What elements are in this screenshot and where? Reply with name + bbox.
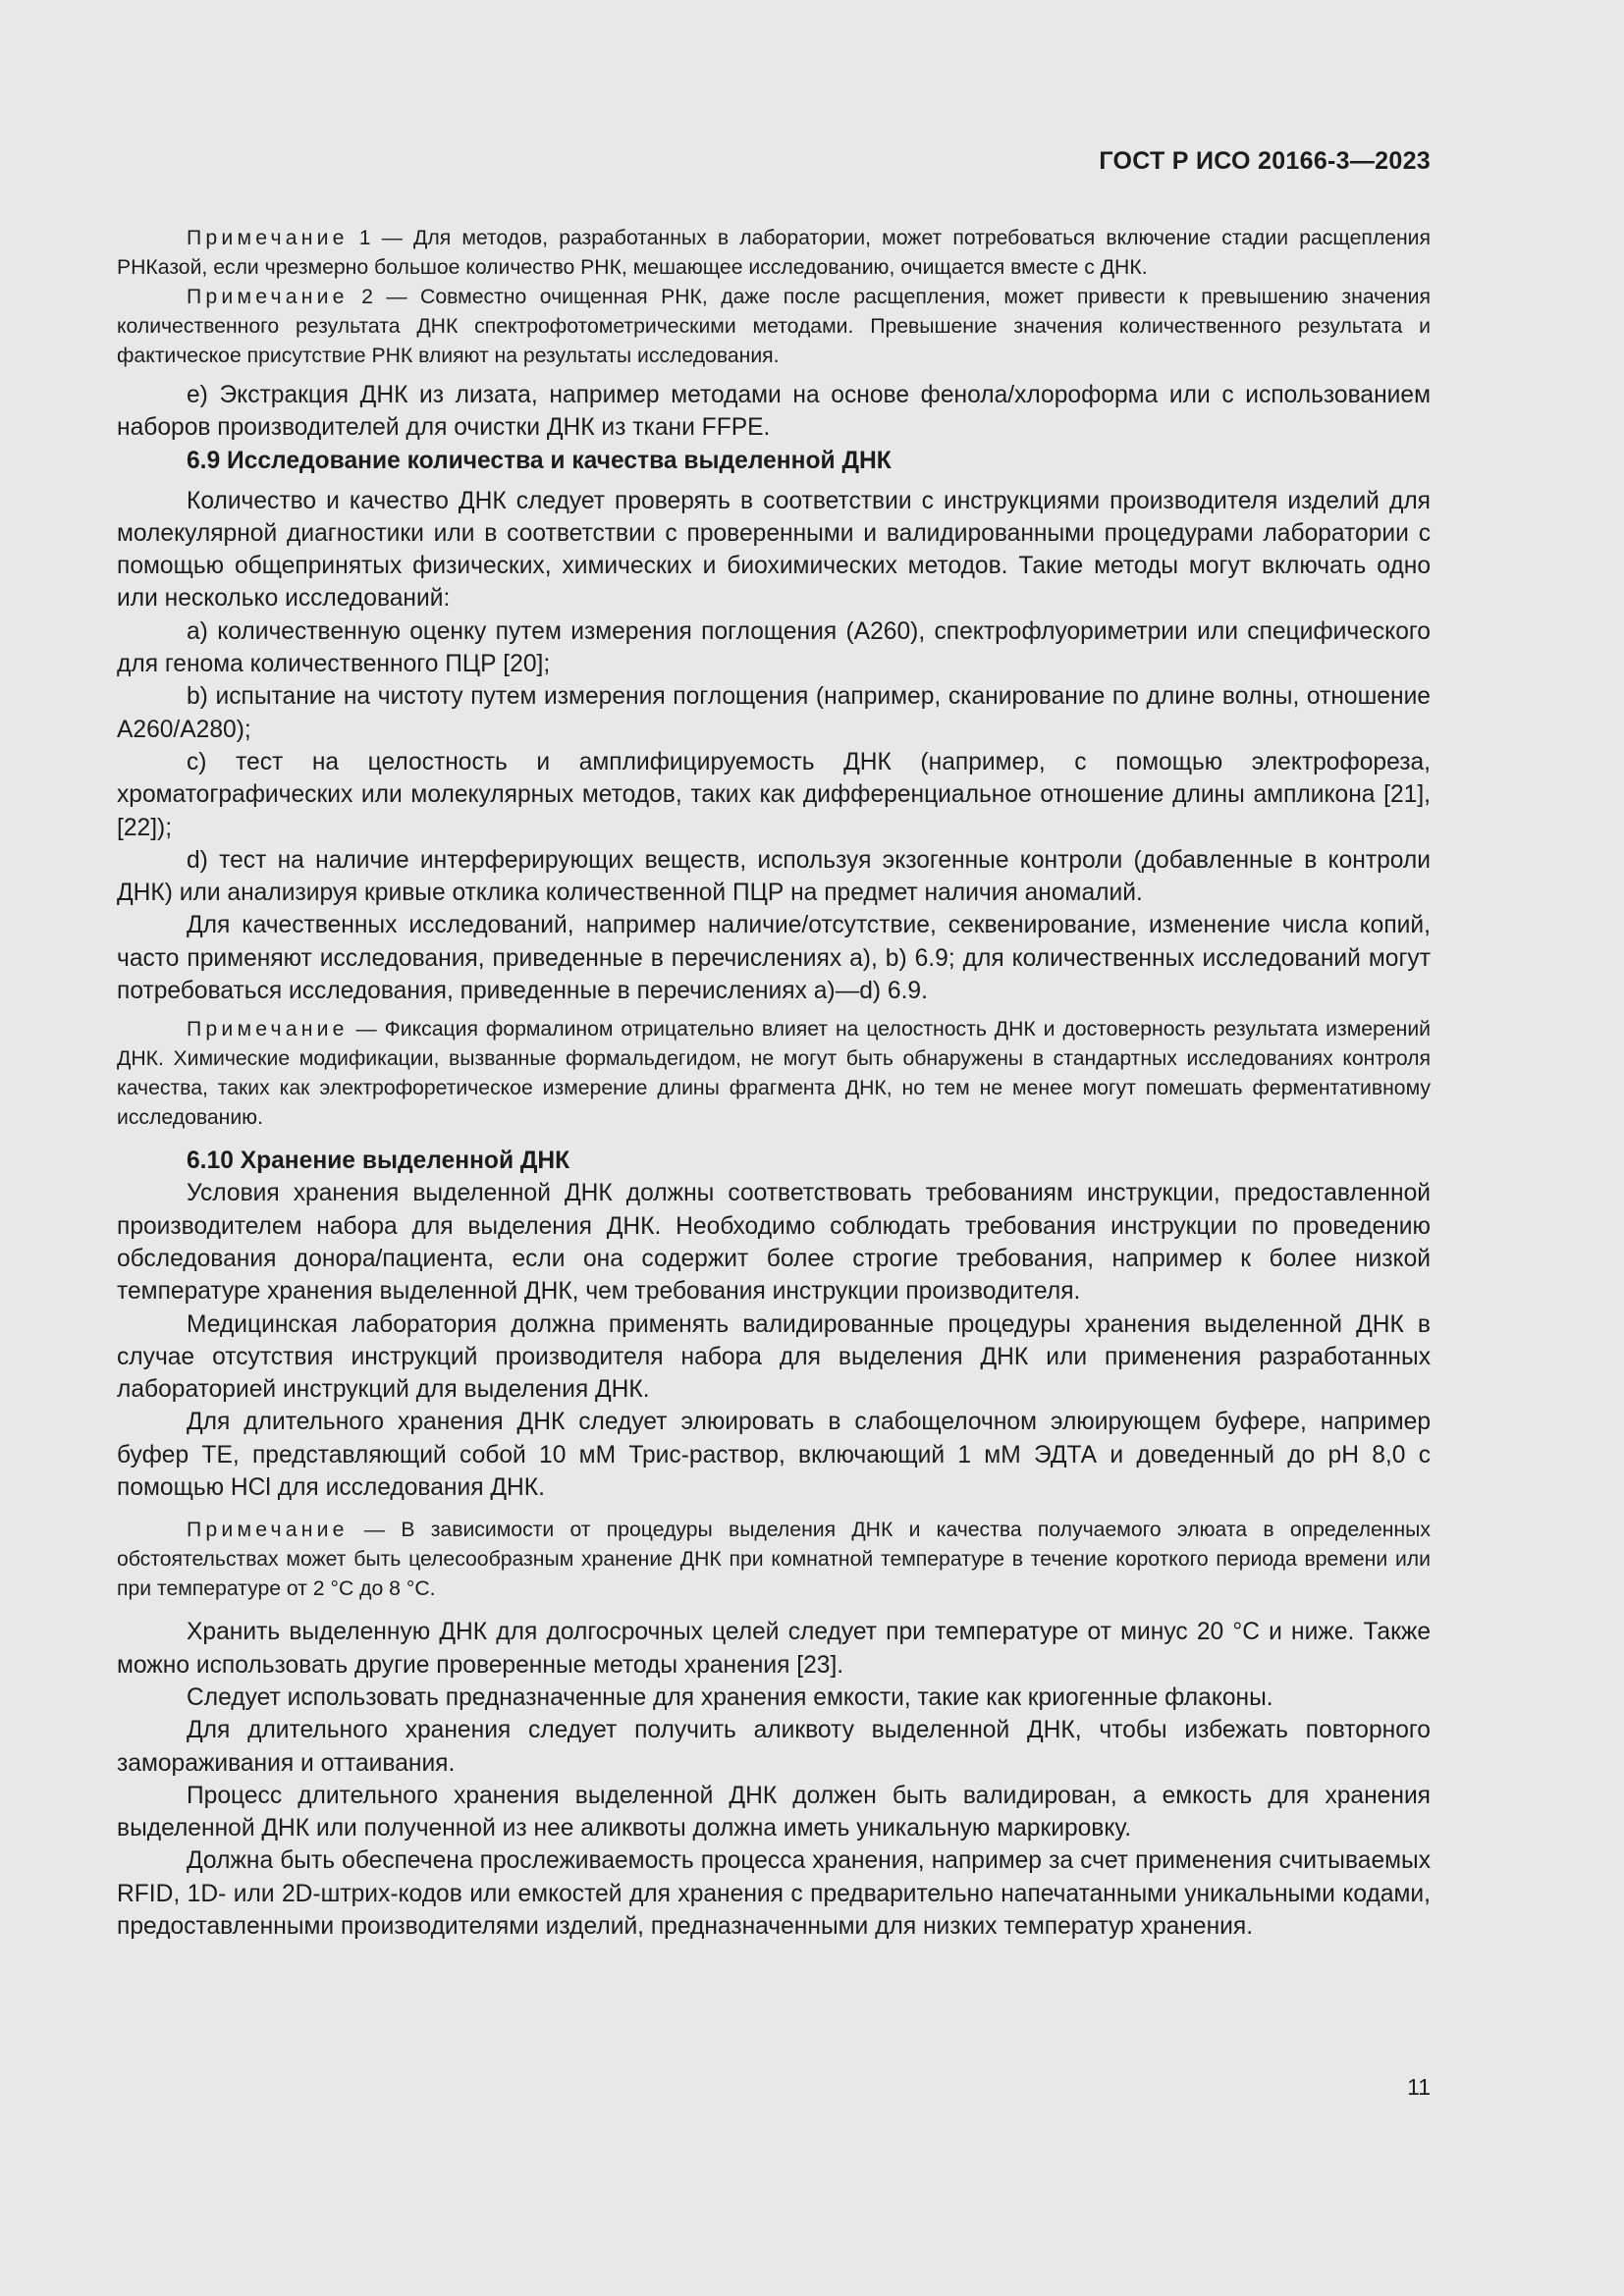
note-label: Примечание (187, 286, 349, 308)
list-item-c: c) тест на целостность и амплифицируемость ДНК (например, с помощью электрофореза, хроматографических или молекулярных методов, таких как дифференциальное отношение длины ампликона [21], [22]); (117, 748, 1431, 841)
page-number: 11 (1407, 2074, 1431, 2100)
note-label: Примечание (187, 227, 349, 249)
paragraph: Для длительного хранения ДНК следует элюировать в слабощелочном элюирующем буфере, например буфер TE, представляющий собой 10 мМ Трис-раствор, включающий 1 мМ ЭДТА и доведенный до pH 8,0 с помощью HCl для исследования ДНК. (117, 1409, 1431, 1502)
section-heading-6-10: 6.10 Хранение выделенной ДНК (187, 1148, 570, 1175)
list-item-a: a) количественную оценку путем измерения поглощения (А260), спектрофлуориметрии или специфического для генома количественного ПЦР [20]; (117, 617, 1431, 678)
note-label: Примечание (187, 1519, 349, 1542)
note-text: — Фиксация формалином отрицательно влияет на целостность ДНК и достоверность результата измерений ДНК. Химические модификации, вызванные формальдегидом, не могут быть обнаружены в стандартных исследованиях контроля качества, таких как электрофоретическое измерение длины фрагмента ДНК, но тем не менее могут помешать ферментативному исследованию. (117, 1018, 1431, 1130)
paragraph: Процесс длительного хранения выделенной ДНК должен быть валидирован, а емкость для хранения выделенной ДНК или полученной из нее аликвоты должна иметь уникальную маркировку. (117, 1782, 1431, 1842)
note-block (117, 1015, 1431, 1133)
list-item-b: b) испытание на чистоту путем измерения поглощения (например, сканирование по длине волны, отношение А260/А280); (117, 683, 1431, 743)
paragraph: Хранить выделенную ДНК для долгосрочных целей следует при температуре от минус 20 °С и ниже. Также можно использовать другие проверенные методы хранения [23]. (117, 1619, 1431, 1679)
note-text: — В зависимости от процедуры выделения ДНК и качества получаемого элюата в определенных обстоятельствах может быть целесообразным хранение ДНК при комнатной температуре в течение короткого периода времени или при температуре от 2 °С до 8 °С. (117, 1519, 1431, 1601)
note-text: 1 — Для методов, разработанных в лаборатории, может потребоваться включение стадии расщепления РНКазой, если чрезмерно большое количество РНК, мешающее исследованию, очищается вместе с ДНК. (117, 227, 1431, 279)
note-text: 2 — Совместно очищенная РНК, даже после расщепления, может привести к превышению значения количественного результата ДНК спектрофотометрическими методами. Превышение значения количественного результата и фактическое присутствие РНК влияют на результаты исследования. (117, 286, 1431, 367)
paragraph: Следует использовать предназначенные для хранения емкости, такие как криогенные флаконы. (187, 1683, 1273, 1711)
paragraph: Медицинская лаборатория должна применять валидированные процедуры хранения выделенной ДНК в случае отсутствия инструкций производителя набора для выделения ДНК или применения разработанных лабораторией инструкций для выделения ДНК. (117, 1310, 1431, 1404)
note-block (117, 283, 1431, 371)
document-id-header: ГОСТ Р ИСО 20166-3—2023 (1099, 147, 1431, 175)
paragraph: Должна быть обеспечена прослеживаемость процесса хранения, например за счет применения считываемых RFID, 1D- или 2D-штрих-кодов или емкостей для хранения с предварительно напечатанными уникальными кодами, предоставленными производителями изделий, предназначенными для низких температур хранения. (117, 1847, 1431, 1940)
note-block (117, 1516, 1431, 1604)
note-label: Примечание (187, 1018, 349, 1041)
list-item-d: d) тест на наличие интерферирующих веществ, используя экзогенные контроли (добавленные в контроли ДНК) или анализируя кривые отклика количественной ПЦР на предмет наличия аномалий. (117, 846, 1431, 907)
note-block (117, 224, 1431, 283)
page-body (117, 224, 1431, 1943)
list-item-e: e) Экстракция ДНК из лизата, например методами на основе фенола/хлороформа или с использованием наборов производителей для очистки ДНК из ткани FFPE. (117, 382, 1431, 442)
paragraph: Для качественных исследований, например наличие/отсутствие, секвенирование, изменение числа копий, часто применяют исследования, приведенные в перечислениях a), b) 6.9; для количественных исследований могут потребоваться исследования, приведенные в перечислениях a)—d) 6.9. (117, 912, 1431, 1005)
paragraph: Количество и качество ДНК следует проверять в соответствии с инструкциями производителя изделий для молекулярной диагностики или в соответствии с проверенными и валидированными процедурами лаборатории с помощью общепринятых физических, химических и биохимических методов. Такие методы могут включать одно или несколько исследований: (117, 487, 1431, 613)
paragraph: Условия хранения выделенной ДНК должны соответствовать требованиям инструкции, предоставленной производителем набора для выделения ДНК. Необходимо соблюдать требования инструкции по проведению обследования донора/пациента, если она содержит более строгие требования, например к более низкой температуре хранения выделенной ДНК, чем требования инструкции производителя. (117, 1180, 1431, 1306)
section-heading-6-9: 6.9 Исследование количества и качества выделенной ДНК (187, 447, 892, 474)
paragraph: Для длительного хранения следует получить аликвоту выделенной ДНК, чтобы избежать повторного замораживания и оттаивания. (117, 1717, 1431, 1777)
